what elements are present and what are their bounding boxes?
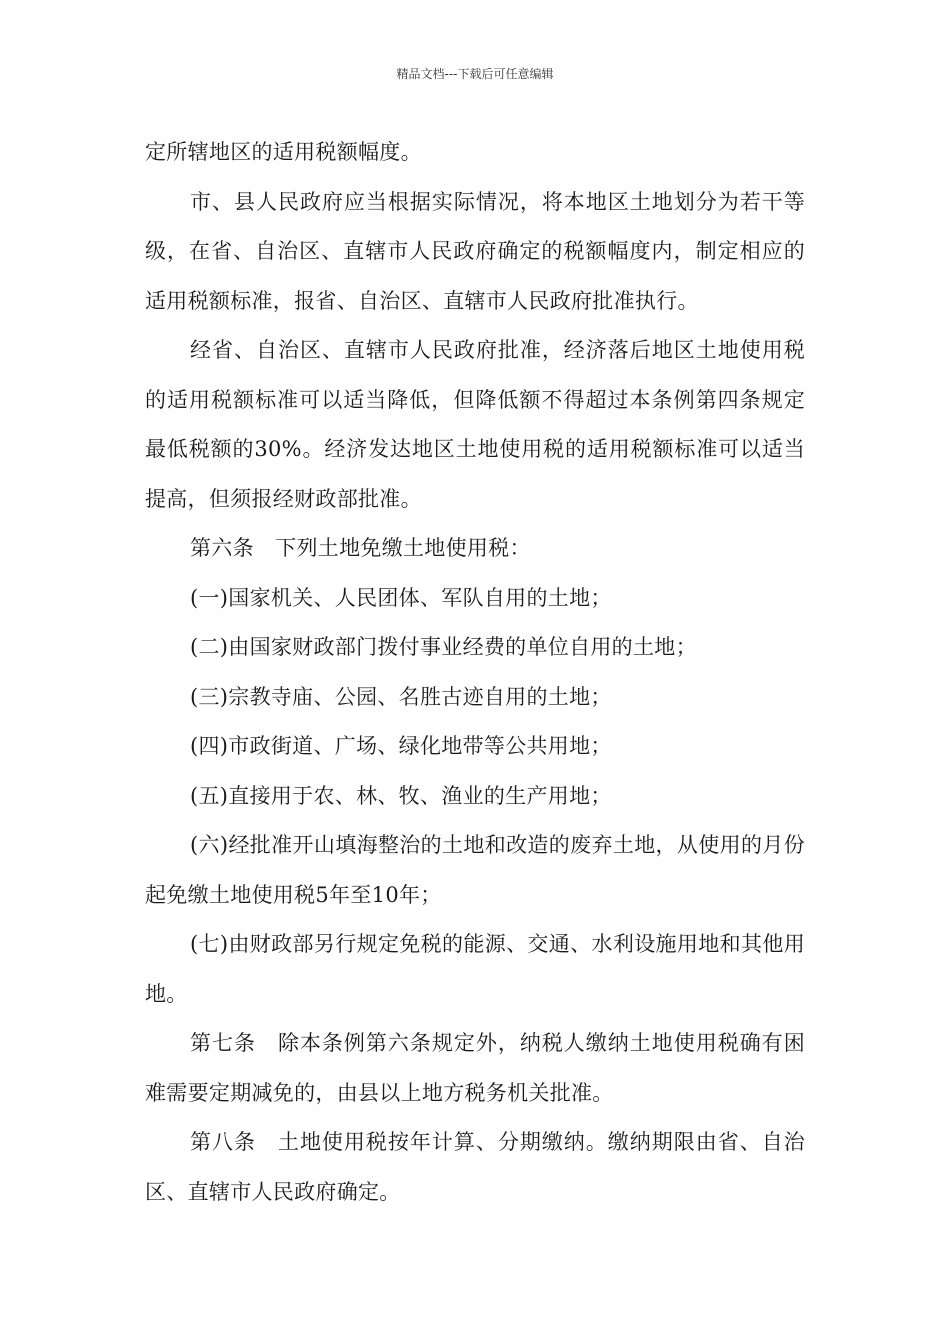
article-6-heading: 第六条 下列土地免缴土地使用税： (190, 536, 531, 560)
exemption-item-3: (三)宗教寺庙、公园、名胜古迹自用的土地； (190, 684, 612, 709)
exemption-item-2: (二)由国家财政部门拨付事业经费的单位自用的土地； (190, 635, 697, 659)
exemption-item-6: (六)经批准开山填海整治的土地和改造的废弃土地，从使用的月份起免缴土地使用税5年至10年； (145, 833, 805, 907)
exemption-item-1: (一)国家机关、人民团体、军队自用的土地； (190, 585, 612, 610)
exemption-item-7: (七)由财政部另行规定免税的能源、交通、水利设施用地和其他用地。 (145, 932, 805, 1006)
document-body (145, 128, 805, 1217)
paragraph-continuation: 定所辖地区的适用税额幅度。 (145, 140, 422, 164)
exemption-item-4: (四)市政街道、广场、绿化地带等公共用地； (190, 734, 612, 758)
paragraph-rate-adjustment: 经省、自治区、直辖市人民政府批准，经济落后地区土地使用税的适用税额标准可以适当降低，但降低额不得超过本条例第四条规定最低税额的30%。经济发达地区土地使用税的适用税额标准可以适当提高，但须报经财政部批准。 (145, 338, 805, 511)
page-header: 精品文档---下载后可任意编辑 (396, 67, 554, 81)
article-8: 第八条 土地使用税按年计算、分期缴纳。缴纳期限由省、自治区、直辖市人民政府确定。 (145, 1130, 805, 1204)
article-7: 第七条 除本条例第六条规定外，纳税人缴纳土地使用税确有困难需要定期减免的，由县以上地方税务机关批准。 (145, 1031, 805, 1105)
paragraph-county-levels: 市、县人民政府应当根据实际情况，将本地区土地划分为若干等级，在省、自治区、直辖市人民政府确定的税额幅度内，制定相应的适用税额标准，报省、自治区、直辖市人民政府批准执行。 (145, 189, 805, 313)
exemption-item-5: (五)直接用于农、林、牧、渔业的生产用地； (190, 783, 612, 808)
